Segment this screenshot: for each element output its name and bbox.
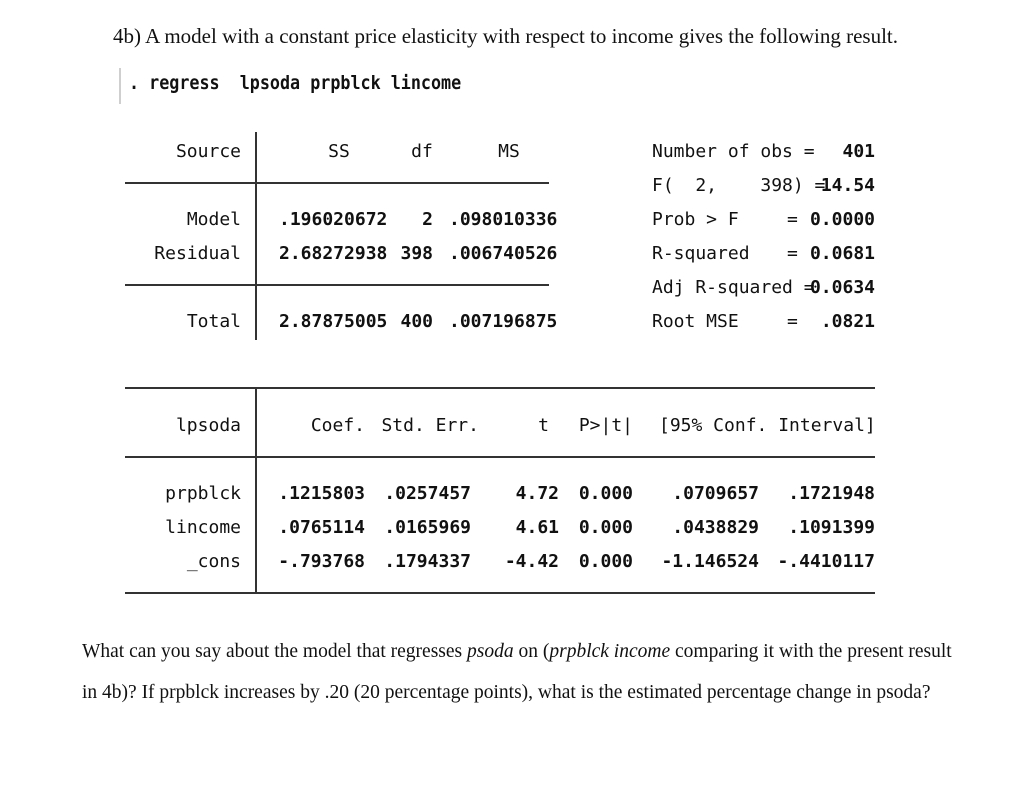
anova-residual-df: 398 <box>400 243 433 264</box>
coef-row-ci-low: .0709657 <box>672 483 759 504</box>
anova-header-rule <box>125 182 549 184</box>
coef-row-se: .0165969 <box>384 517 471 538</box>
anova-total-rule <box>125 284 549 286</box>
anova-header-ss: SS <box>328 141 350 162</box>
coef-header-coef: Coef. <box>310 415 365 436</box>
anova-total-ss: 2.87875005 <box>279 311 388 332</box>
question-part2: on ( <box>513 641 550 662</box>
question-vars: prpblck income <box>549 641 671 662</box>
coef-row-coef: .0765114 <box>278 517 365 538</box>
coef-row-coef: -.793768 <box>278 551 365 572</box>
question-text <box>82 632 962 713</box>
coef-row-t: 4.61 <box>515 517 559 538</box>
stat-rmse-eq: = <box>787 311 798 332</box>
stat-probf-value: 0.0000 <box>809 209 875 230</box>
coef-row-var: lincome <box>165 517 241 538</box>
coef-header-p: P>|t| <box>578 415 633 436</box>
question-part1: What can you say about the model that regresses <box>82 641 468 662</box>
stat-f-label: F( 2, 398) = <box>652 175 826 196</box>
stat-r2-value: 0.0681 <box>809 243 875 264</box>
stat-nobs-value: 401 <box>842 141 875 162</box>
coef-top-rule <box>125 387 875 389</box>
coef-row-p: 0.000 <box>578 551 633 572</box>
question-part3: comparing it with the present result in 4b)? If prpblck increases by .20 (20 percentage points), what is the estimated percentage change in psoda? <box>82 641 952 703</box>
coef-row-ci-low: -1.146524 <box>661 551 759 572</box>
stata-output <box>119 68 879 598</box>
stat-adjr2-value: 0.0634 <box>809 277 875 298</box>
coef-row-ci-high: -.4410117 <box>777 551 875 572</box>
anova-model-source: Model <box>186 209 241 230</box>
stat-adjr2-label: Adj R-squared = <box>652 277 815 298</box>
stat-f-value: 14.54 <box>820 175 875 196</box>
coef-row-p: 0.000 <box>578 517 633 538</box>
stat-r2-label: R-squared <box>652 243 750 264</box>
stat-probf-label: Prob > F <box>652 209 739 230</box>
stat-rmse-value: .0821 <box>820 311 875 332</box>
coef-header-se: Std. Err. <box>381 415 479 436</box>
regress-command: . regress lpsoda prpblck lincome <box>129 72 462 94</box>
coef-row-ci-high: .1091399 <box>788 517 875 538</box>
coef-row-ci-high: .1721948 <box>788 483 875 504</box>
coef-depvar: lpsoda <box>175 415 241 436</box>
coef-row-p: 0.000 <box>578 483 633 504</box>
anova-residual-ss: 2.68272938 <box>279 243 388 264</box>
anova-model-ms: .098010336 <box>449 209 558 230</box>
coef-row-se: .1794337 <box>384 551 471 572</box>
coef-row-ci-low: .0438829 <box>672 517 759 538</box>
stat-rmse-label: Root MSE <box>652 311 739 332</box>
stat-r2-eq: = <box>787 243 798 264</box>
coef-row-se: .0257457 <box>384 483 471 504</box>
coef-header-t: t <box>538 415 549 436</box>
anova-header-df: df <box>411 141 433 162</box>
anova-model-df: 2 <box>422 209 433 230</box>
coef-row-var: prpblck <box>165 483 241 504</box>
anova-residual-ms: .006740526 <box>449 243 558 264</box>
coef-bottom-rule <box>125 592 875 594</box>
command-bar <box>119 68 121 104</box>
question-heading: 4b) A model with a constant price elasticity with respect to income gives the following result. <box>113 24 898 48</box>
coef-row-var: _cons <box>186 551 241 572</box>
anova-header-source: Source <box>175 141 241 162</box>
anova-total-source: Total <box>186 311 241 332</box>
coef-header-ci: [95% Conf. Interval] <box>659 415 876 436</box>
coef-vertical-rule <box>255 389 257 594</box>
coef-header-rule <box>125 456 875 458</box>
stat-nobs-label: Number of obs = <box>652 141 815 162</box>
coef-row-t: 4.72 <box>515 483 559 504</box>
question-psoda: psoda <box>467 641 514 662</box>
coef-row-coef: .1215803 <box>278 483 365 504</box>
anova-vertical-rule <box>255 132 257 340</box>
anova-model-ss: .196020672 <box>279 209 388 230</box>
anova-residual-source: Residual <box>154 243 241 264</box>
anova-total-ms: .007196875 <box>449 311 558 332</box>
stat-probf-eq: = <box>787 209 798 230</box>
coef-row-t: -4.42 <box>504 551 559 572</box>
anova-header-ms: MS <box>498 141 520 162</box>
anova-total-df: 400 <box>400 311 433 332</box>
